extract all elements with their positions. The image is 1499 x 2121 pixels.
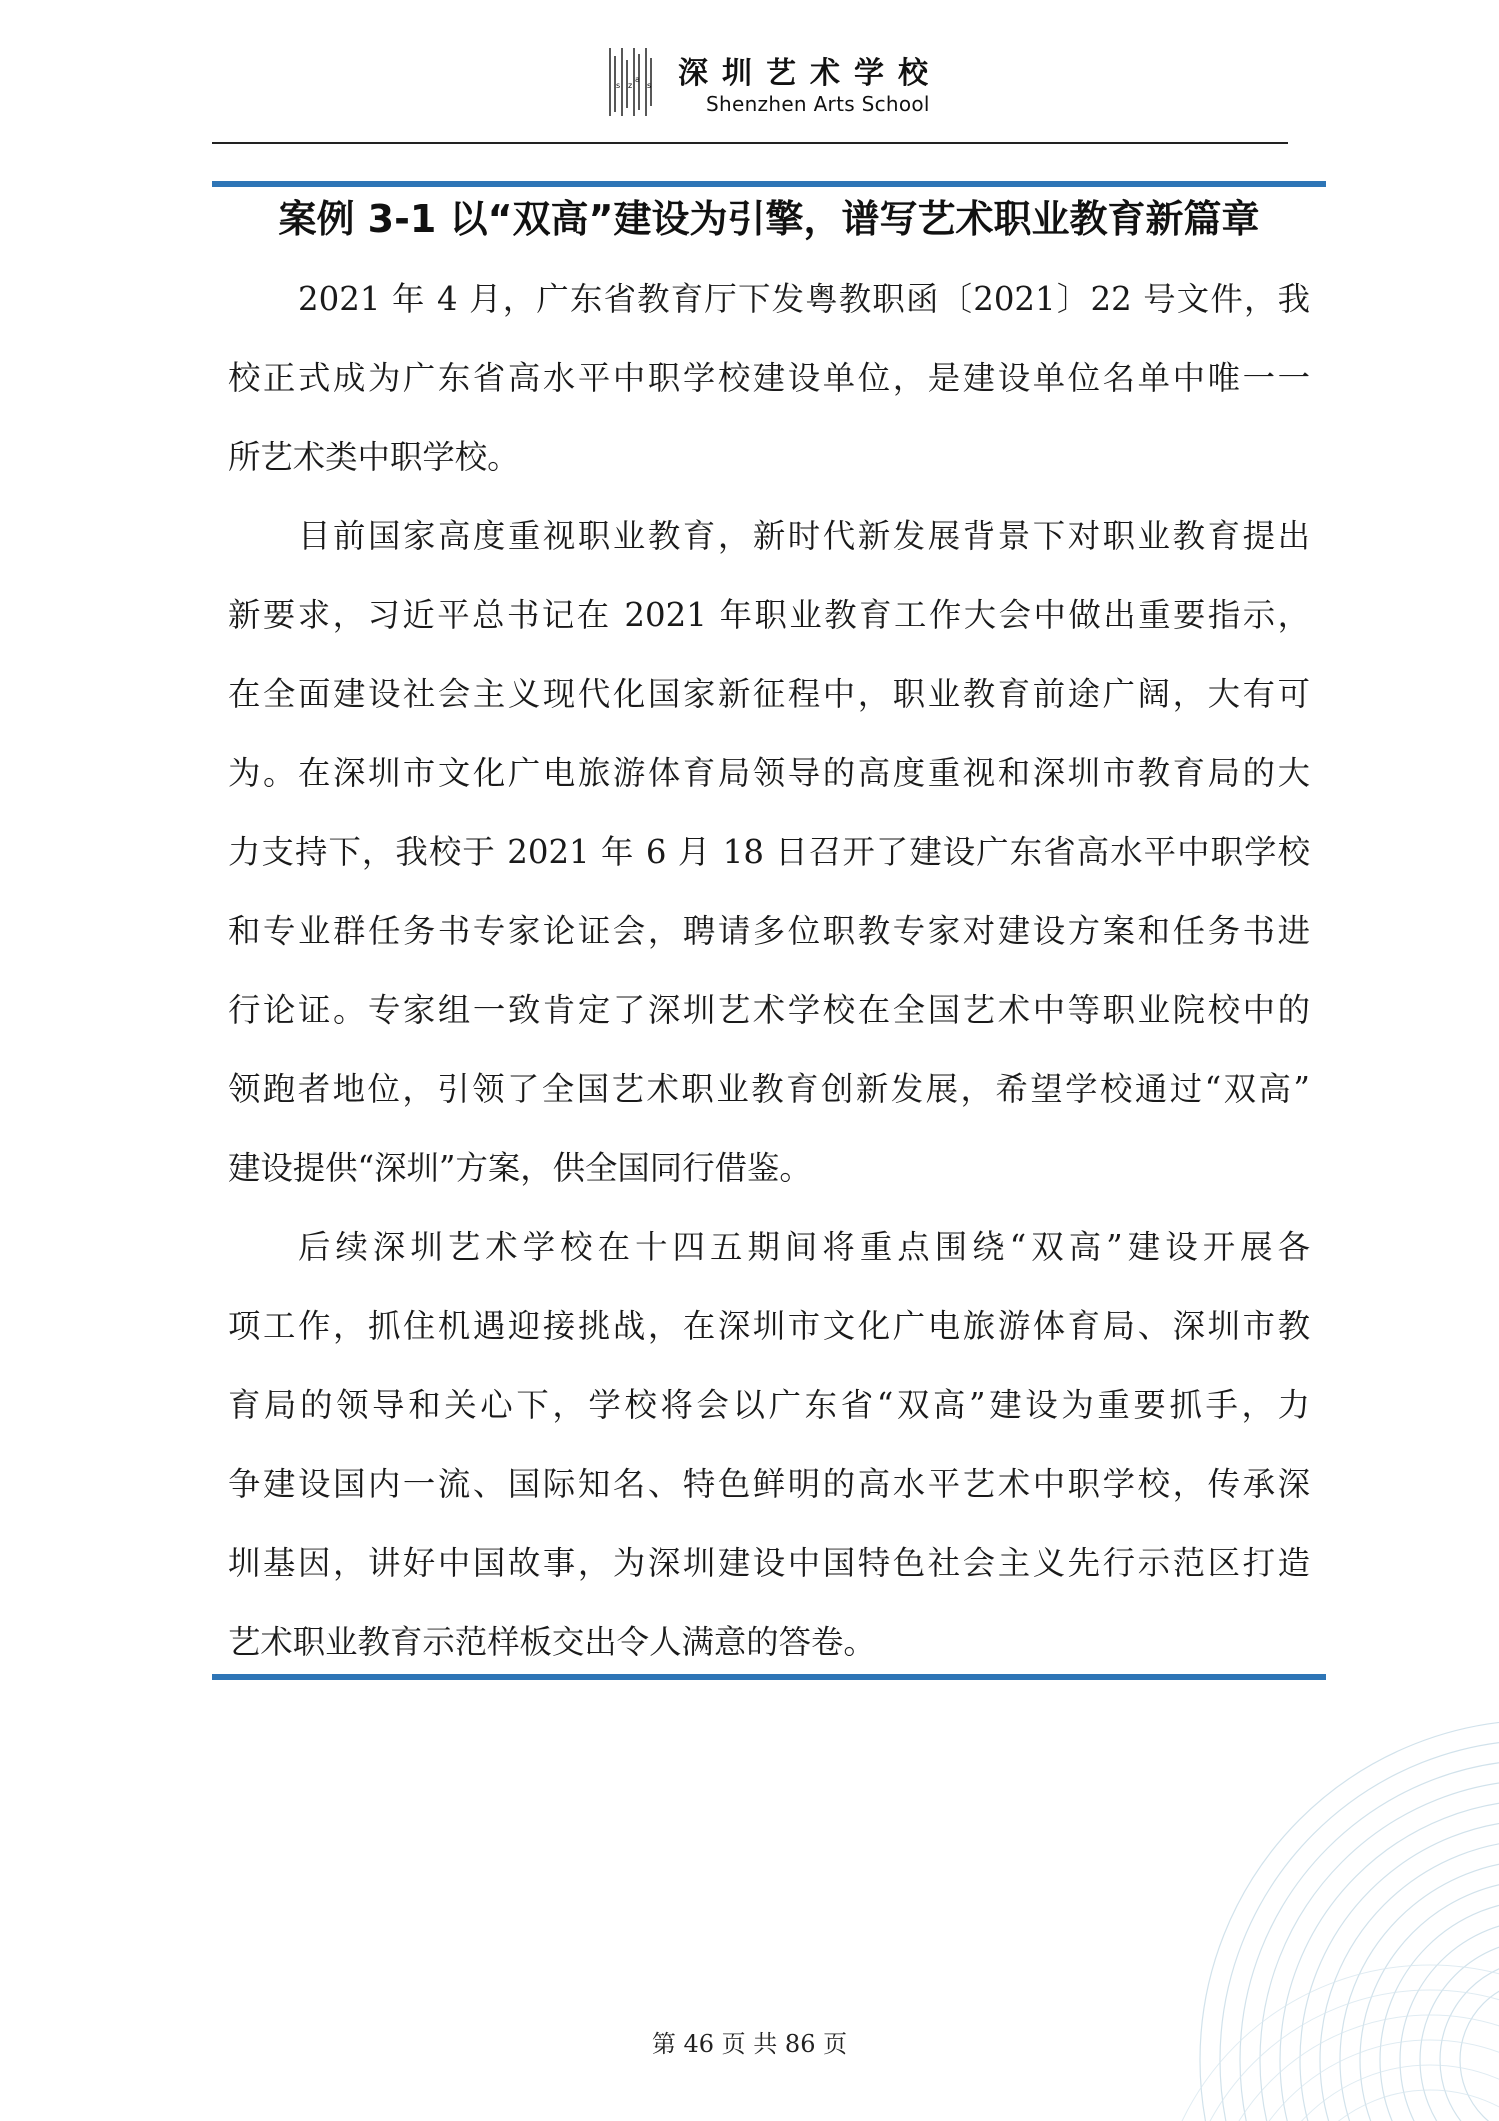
paragraph-line: 后续深圳艺术学校在十四五期间将重点围绕“双高”建设开展各 (298, 1228, 1310, 1266)
page-number: 第 46 页 共 86 页 (651, 2030, 848, 2058)
paragraph-line: 争建设国内一流、国际知名、特色鲜明的高水平艺术中职学校，传承深 (228, 1465, 1310, 1503)
paragraph-line: 新要求，习近平总书记在 2021 年职业教育工作大会中做出重要指示， (228, 596, 1310, 634)
paragraph-line: 目前国家高度重视职业教育，新时代新发展背景下对职业教育提出 (298, 517, 1310, 555)
logo-mark-letter: s (616, 81, 621, 90)
paragraph-line: 力支持下，我校于 2021 年 6 月 18 日召开了建设广东省高水平中职学校 (228, 833, 1310, 871)
paragraph-line: 和专业群任务书专家论证会，聘请多位职教专家对建设方案和任务书进 (228, 912, 1310, 950)
paragraph-line: 为。在深圳市文化广电旅游体育局领导的高度重视和深圳市教育局的大 (228, 754, 1310, 792)
paragraph-line: 在全面建设社会主义现代化国家新征程中，职业教育前途广阔，大有可 (228, 675, 1310, 713)
logo-mark-letter: z (628, 81, 633, 90)
school-name-cn: 深圳艺术学校 (678, 56, 942, 91)
title-top-rule (212, 181, 1326, 187)
logo-mark-letter: a (635, 75, 640, 84)
paragraph-line: 领跑者地位，引领了全国艺术职业教育创新发展，希望学校通过“双高” (228, 1070, 1310, 1108)
header-divider (212, 142, 1288, 144)
school-logo (606, 42, 942, 122)
school-name-en: Shenzhen Arts School (706, 92, 930, 116)
case-title: 案例 3-1 以“双高”建设为引擎，谱写艺术职业教育新篇章 (278, 197, 1260, 241)
paragraph-line: 圳基因，讲好中国故事，为深圳建设中国特色社会主义先行示范区打造 (228, 1544, 1310, 1582)
paragraph-line: 所艺术类中职学校。 (228, 438, 520, 476)
paragraph-line: 校正式成为广东省高水平中职学校建设单位，是建设单位名单中唯一一 (228, 359, 1310, 397)
paragraph-line: 行论证。专家组一致肯定了深圳艺术学校在全国艺术中等职业院校中的 (228, 991, 1310, 1029)
paragraph-line: 2021 年 4 月，广东省教育厅下发粤教职函〔2021〕22 号文件，我 (298, 280, 1310, 318)
paragraph-line: 艺术职业教育示范样板交出令人满意的答卷。 (228, 1623, 876, 1661)
paragraph-line: 育局的领导和关心下，学校将会以广东省“双高”建设为重要抓手，力 (228, 1386, 1310, 1424)
paragraph-line: 建设提供“深圳”方案，供全国同行借鉴。 (228, 1149, 812, 1187)
logo-mark-letter: s (647, 81, 652, 90)
logo-mark-icon (606, 46, 656, 118)
paragraph-line: 项工作，抓住机遇迎接挑战，在深圳市文化广电旅游体育局、深圳市教 (228, 1307, 1310, 1345)
